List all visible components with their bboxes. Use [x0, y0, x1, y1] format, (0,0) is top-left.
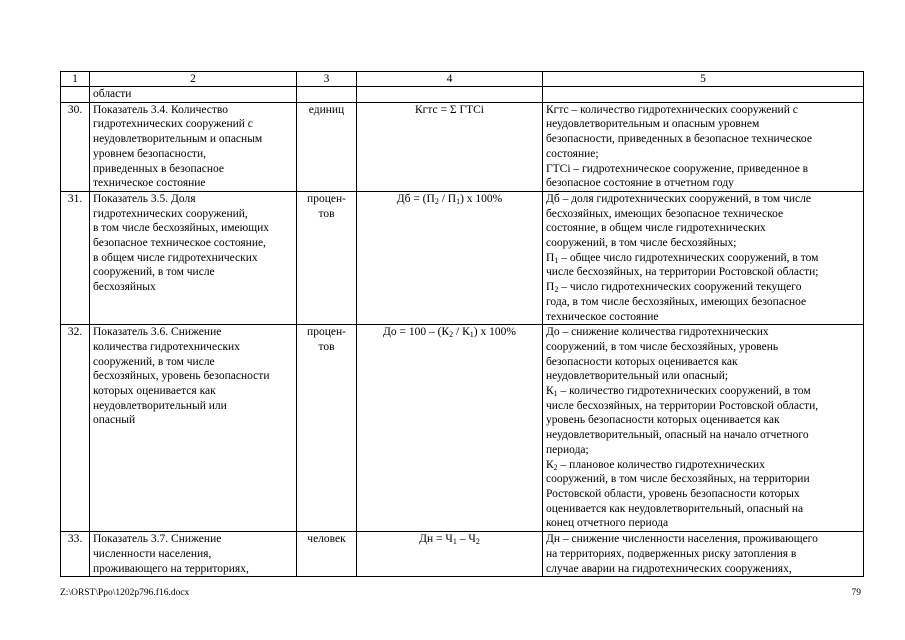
formula [360, 103, 539, 118]
row-number-cell: 33. [61, 532, 90, 577]
indicator-name-cell [90, 87, 297, 103]
header-cell: 5 [543, 72, 864, 87]
formula [360, 325, 539, 340]
description-subscript: 1 [554, 255, 559, 265]
description-line [546, 487, 860, 502]
description-text: безопасности, приведенных в безопасное техническое [546, 133, 812, 146]
description-line [546, 176, 860, 191]
name-line: количества гидротехнических [93, 340, 240, 353]
formula-part: ) х 100% [460, 192, 503, 205]
formula-part: Дн = Ч [419, 533, 453, 546]
description-text: конец отчетного периода [546, 517, 669, 530]
formula-subscript: 2 [449, 330, 454, 340]
description-line [546, 532, 860, 547]
description-text: Ростовской области, уровень безопасности которых [546, 487, 800, 500]
formula-part: Дб = (П [396, 192, 435, 205]
description-text: числе бесхозяйных, на территории Ростовской области; [546, 266, 819, 279]
unit-line: единиц [308, 103, 345, 116]
description-subscript: 2 [553, 462, 558, 472]
header-cell: 1 [61, 72, 90, 87]
row-number-cell: 32. [61, 325, 90, 532]
footer-file-path: Z:\ORST\Ppo\1202p796.f16.docx [60, 588, 190, 598]
description-line [546, 547, 860, 562]
indicator-name-cell [90, 102, 297, 191]
description-text: П [546, 251, 555, 264]
unit-line: тов [318, 207, 335, 220]
unit-cell [297, 102, 357, 191]
name-line: численности населения, [93, 547, 212, 560]
formula-part: / П [438, 192, 457, 205]
description-text: неудовлетворительный или опасный; [546, 370, 729, 383]
description-text: сооружений, в том числе бесхозяйных, на территории [546, 473, 810, 486]
name-line: бесхозяйных [93, 281, 156, 294]
number-cell [61, 87, 90, 103]
name-line: неудовлетворительным и опасным [93, 133, 263, 146]
description-text: – количество гидротехнических сооружений, в том [557, 385, 811, 398]
description-cell [543, 325, 864, 532]
name-line: Показатель 3.4. Количество [93, 103, 229, 116]
name-line: бесхозяйных, уровень безопасности [93, 370, 270, 383]
description-line [546, 221, 860, 236]
description-cell [543, 87, 864, 103]
description-line [546, 251, 860, 266]
row-number-cell: 30. [61, 102, 90, 191]
table-row [61, 191, 864, 324]
description-line [546, 562, 860, 577]
description-text: П [546, 281, 555, 294]
description-line [546, 325, 860, 340]
continuation-row [61, 87, 864, 103]
indicator-name-cell [90, 532, 297, 577]
formula-subscript: 1 [456, 196, 461, 206]
description-text: безопасности которых оценивается как [546, 355, 738, 368]
description-line [546, 458, 860, 473]
description-line [546, 428, 860, 443]
unit-line: человек [307, 533, 346, 546]
formula-part: ) х 100% [473, 326, 516, 339]
description-line [546, 162, 860, 177]
description-text: состояние, в общем числе гидротехнических [546, 222, 766, 235]
name-line: в общем числе гидротехнических [93, 251, 258, 264]
indicator-name-cell [90, 191, 297, 324]
description-line [546, 295, 860, 310]
description-line [546, 310, 860, 325]
description-text: сооружений, в том числе бесхозяйных, уровень [546, 340, 779, 353]
description-cell [543, 102, 864, 191]
description-text: Дн – снижение численности населения, проживающего [546, 533, 818, 546]
description-text: года, в том числе бесхозяйных, имеющих безопасное [546, 295, 807, 308]
description-line [546, 192, 860, 207]
description-line [546, 236, 860, 251]
description-text: безопасное состояние в отчетном году [546, 177, 734, 190]
description-text: уровень безопасности которых оценивается как [546, 414, 780, 427]
description-text: числе бесхозяйных, на территории Ростовской области, [546, 399, 819, 412]
description-subscript: 1 [553, 389, 558, 399]
formula-cell [357, 191, 543, 324]
description-line [546, 265, 860, 280]
name-line: техническое состояние [93, 177, 206, 190]
formula-part: / К [453, 326, 470, 339]
description-text: – число гидротехнических сооружений текущего [558, 281, 802, 294]
formula-subscript: 2 [475, 537, 480, 547]
formula-part: Кгтс = Σ ГТСi [415, 103, 484, 116]
formula [360, 192, 539, 207]
table-row [61, 325, 864, 532]
description-text: состояние; [546, 147, 599, 160]
footer-page-number: 79 [851, 588, 861, 598]
name-line: Показатель 3.7. Снижение [93, 533, 222, 546]
name-line: сооружений, в том числе [93, 266, 215, 279]
table-row [61, 102, 864, 191]
formula-subscript: 1 [452, 537, 457, 547]
description-text: – плановое количество гидротехнических [557, 458, 765, 471]
description-line [546, 147, 860, 162]
description-cell [543, 191, 864, 324]
unit-cell [297, 532, 357, 577]
formula-subscript: 1 [469, 330, 474, 340]
indicator-name-cell [90, 325, 297, 532]
description-line [546, 443, 860, 458]
unit-cell [297, 325, 357, 532]
name-line: неудовлетворительный или [93, 399, 227, 412]
name-line: безопасное техническое состояние, [93, 237, 266, 250]
header-cell: 2 [90, 72, 297, 87]
name-line: гидротехнических сооружений, [93, 207, 248, 220]
description-text: До – снижение количества гидротехнических [546, 326, 769, 339]
table-row [61, 532, 864, 577]
row-number-cell: 31. [61, 191, 90, 324]
description-text: оценивается как неудовлетворительный, опасный на [546, 502, 804, 515]
name-line: которых оценивается как [93, 385, 216, 398]
description-line [546, 117, 860, 132]
description-line [546, 384, 860, 399]
unit-line: процен- [307, 326, 346, 339]
indicator-table [60, 71, 864, 577]
unit-line: тов [318, 340, 335, 353]
description-text: – общее число гидротехнических сооружений, в том [558, 251, 819, 264]
description-line [546, 355, 860, 370]
description-text: неудовлетворительным и опасным уровнем [546, 118, 760, 131]
name-line: опасный [93, 414, 136, 427]
name-line: проживающего на территориях, [93, 562, 249, 575]
description-line [546, 207, 860, 222]
description-text: К [546, 385, 554, 398]
unit-cell [297, 87, 357, 103]
formula-cell [357, 102, 543, 191]
description-text: периода; [546, 443, 589, 456]
formula-subscript: 2 [434, 196, 439, 206]
description-line [546, 369, 860, 384]
formula-cell [357, 87, 543, 103]
unit-cell [297, 191, 357, 324]
description-text: на территориях, подверженных риску затопления в [546, 547, 797, 560]
description-text: бесхозяйных, имеющих безопасное техническое [546, 207, 784, 220]
name-line: сооружений, в том числе [93, 355, 215, 368]
description-line [546, 399, 860, 414]
name-line: в том числе бесхозяйных, имеющих [93, 222, 269, 235]
name-line: области [93, 88, 132, 100]
description-subscript: 2 [554, 285, 559, 295]
description-text: К [546, 458, 554, 471]
unit-line: процен- [307, 192, 346, 205]
name-line: уровнем безопасности, [93, 147, 206, 160]
name-line: Показатель 3.6. Снижение [93, 326, 222, 339]
formula-part: До = 100 – (К [383, 326, 450, 339]
description-line [546, 132, 860, 147]
header-cell: 3 [297, 72, 357, 87]
description-line [546, 103, 860, 118]
name-line: приведенных в безопасное [93, 162, 224, 175]
formula-part: – Ч [456, 533, 476, 546]
description-text: случае аварии на гидротехнических сооружениях, [546, 562, 792, 575]
description-line [546, 516, 860, 531]
description-line [546, 340, 860, 355]
description-text: сооружений, в том числе бесхозяйных; [546, 237, 737, 250]
formula [360, 532, 539, 547]
formula-cell [357, 325, 543, 532]
description-line [546, 280, 860, 295]
description-line [546, 472, 860, 487]
name-line: гидротехнических сооружений с [93, 118, 253, 131]
table-header-row [61, 72, 864, 87]
description-line [546, 413, 860, 428]
header-cell: 4 [357, 72, 543, 87]
description-text: ГТСi – гидротехническое сооружение, приведенное в [546, 162, 809, 175]
description-text: Кгтс – количество гидротехнических сооружений с [546, 103, 798, 116]
description-text: техническое состояние [546, 310, 659, 323]
description-line [546, 502, 860, 517]
name-line: Показатель 3.5. Доля [93, 192, 196, 205]
description-cell [543, 532, 864, 577]
formula-cell [357, 532, 543, 577]
description-text: неудовлетворительный, опасный на начало отчетного [546, 429, 809, 442]
description-text: Дб – доля гидротехнических сооружений, в том числе [546, 192, 811, 205]
